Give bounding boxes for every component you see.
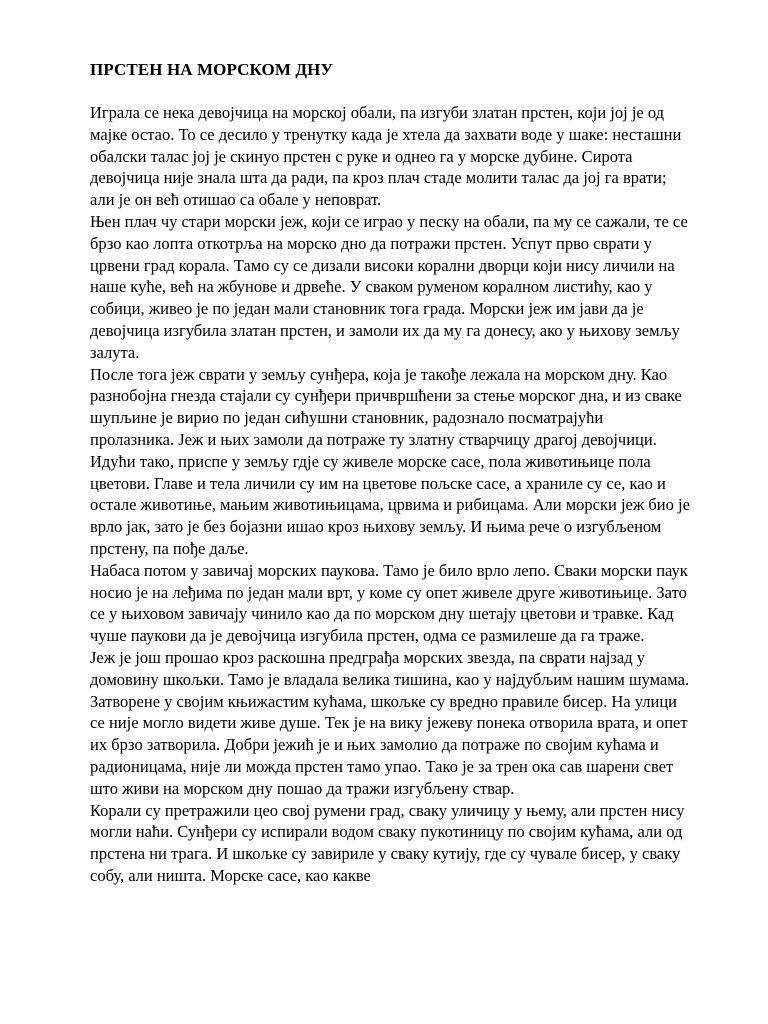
paragraph-3: После тога јеж сврати у земљу сунђера, која је такође лежала на морском дну. Као разнобојна гнезда стајали су сунђери причвршћени за стење морског дна, и из сваке шупљине је вирио по један сићушни становник, радознало посматрајући пролазника. Јеж и њих замоли да потраже ту златну стварчицу драгој девојчици. bbox=[90, 364, 682, 449]
document-content bbox=[90, 58, 690, 887]
document-title: ПРСТЕН НА МОРСКОМ ДНУ bbox=[90, 60, 334, 79]
paragraph-6: Јеж је још прошао кроз раскошна предграђа морских звезда, па сврати најзад у домовину шкољки. Тамо је владала велика тишина, као у најдубљим нашим шумама. Затворене у својим књижастим кућама, шкољке су вредно правиле бисер. На улици се није могло видети живе душе. Тек је на вику јежеву понека отворила врата, и опет их брзо затворила. Добри јежић је и њих замолио да потраже по својим кућама и радионицама, није ли можда прстен тамо упао. Тако је за трен ока сав шарени свет што живи на морском дну пошао да тражи изгубљену ствар. bbox=[90, 647, 690, 798]
paragraph-5: Набаса потом у завичај морских паукова. Тамо је било врло лепо. Сваки морски паук носио је на леђима по један мали врт, у коме су опет живеле друге животињице. Зато се у њиховом завичају чинило као да по морском дну шетају цветови и травке. Кад чуше паукови да је девојчица изгубила прстен, одма се размилеше да га траже. bbox=[90, 560, 688, 646]
paragraph-2: Њен плач чу стари морски јеж, који се играо у песку на обали, па му се сажали, те се брзо као лопта откотрља на морско дно да потражи прстен. Успут прво сврати у црвени град корала. Тамо су се дизали високи корални дворци који нису личили на наше куће, већ на жбунове и дрвеће. У сваком руменом коралном листићу, као у собици, живео је по један мали становник тога града. Морски јеж им јави да је девојчица изгубила златан прстен, и замоли их да му га донесу, ако у њихову земљу залута. bbox=[90, 211, 688, 362]
paragraph-4: Идући тако, приспе у земљу гдје су живеле морске сасе, пола животињице пола цветови. Главе и тела личили су им на цветове пољске сасе, а храниле су се, као и остале животиње, мањим животињицама, црвима и рибицама. Али морски јеж био је врло јак, зато је без бојазни ишао кроз њихову земљу. И њима рече о изгубљеном прстену, па пође даље. bbox=[90, 451, 690, 558]
paragraph-7: Корали су претражили цео свој румени град, сваку уличицу у њему, али прстен нису могли наћи. Сунђери су испирали водом сваку пукотиницу по својим кућама, али од прстена ни трага. И шкољке су завириле у сваку кутију, где су чувале бисер, у сваку собу, али ништа. Морске сасе, као какве bbox=[90, 800, 685, 885]
paragraph-1: Играла се нека девојчица на морској обали, па изгуби златан прстен, који јој је од мајке остао. То се десило у тренутку када је хтела да захвати воде у шаке: несташни обалски талас јој је скинуо прстен с руке и однео га у морске дубине. Сирота девојчица није знала шта да ради, па кроз плач стаде молити талас да јој га врати; али је он већ отишао са обале у неповрат. bbox=[90, 103, 682, 210]
